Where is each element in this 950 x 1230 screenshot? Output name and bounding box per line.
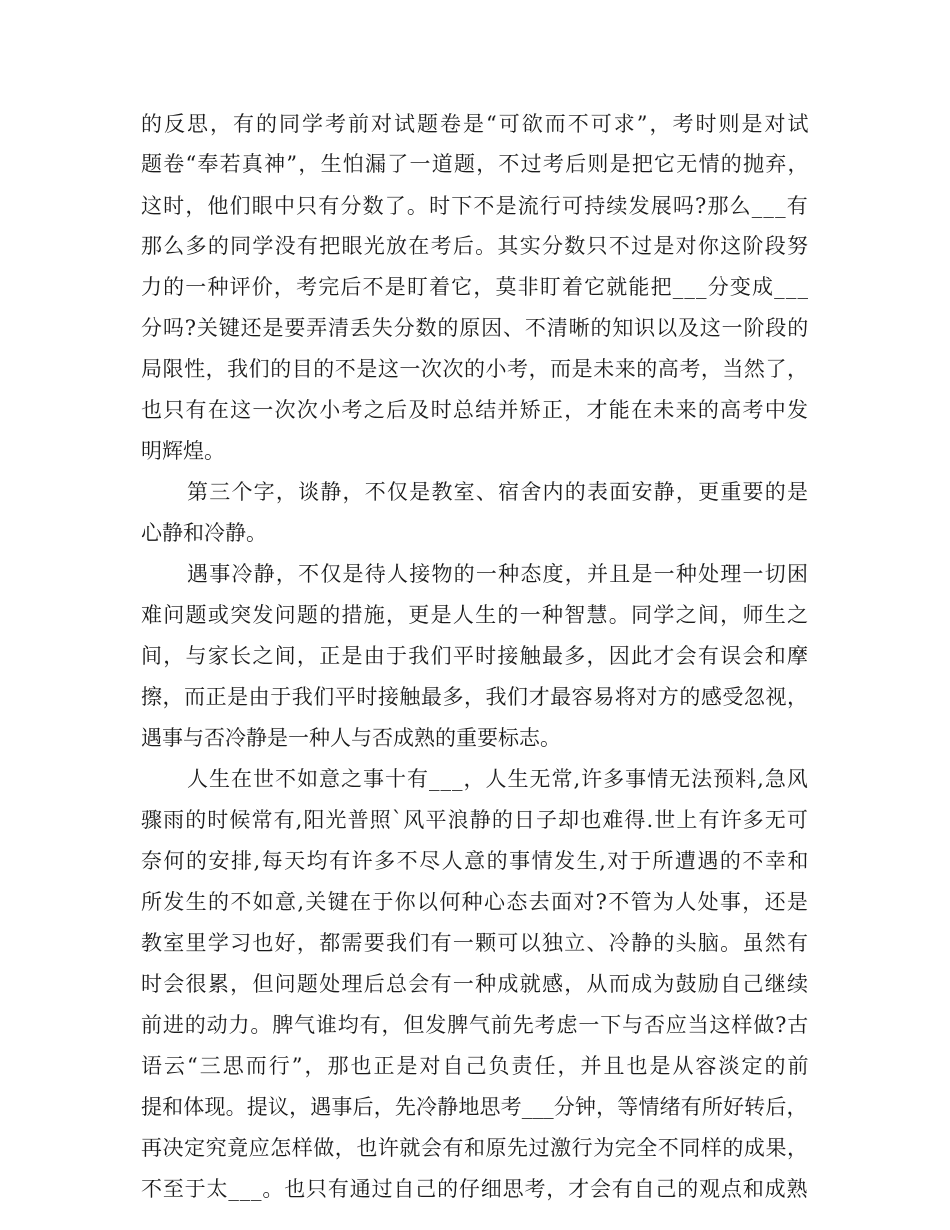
text-line: 分吗?关键还是要弄清丢失分数的原因、不清晰的知识以及这一阶段的	[141, 316, 810, 340]
text-line: 明辉煌。	[141, 439, 225, 463]
text-line: 再决定究竟应怎样做，也许就会有和原先过激行为完全不同样的成果，	[141, 1136, 809, 1160]
text-line: 间，与家长之间，正是由于我们平时接触最多，因此才会有误会和摩	[141, 644, 810, 668]
text-line: 力的一种评价，考完后不是盯着它，莫非盯着它就能把___分变成___	[141, 275, 810, 299]
text-line: 难问题或突发问题的措施，更是人生的一种智慧。同学之间，师生之	[141, 603, 810, 627]
text-line: 前进的动力。脾气谁均有，但发脾气前先考虑一下与否应当这样做?古	[141, 1013, 810, 1037]
text-line: 骤雨的时候常有,阳光普照`风平浪静的日子却也难得.世上有许多无可	[141, 808, 809, 832]
text-line: 的反思，有的同学考前对试题卷是“可欲而不可求”，考时则是对试	[141, 112, 811, 136]
text-line: 局限性，我们的目的不是这一次次的小考，而是未来的高考，当然了，	[141, 357, 809, 381]
text-line: 教室里学习也好，都需要我们有一颗可以独立、冷静的头脑。虽然有	[141, 931, 810, 955]
text-line: 这时，他们眼中只有分数了。时下不是流行可持续发展吗?那么___有	[141, 194, 809, 218]
text-line: 提和体现。提议，遇事后，先冷静地思考___分钟，等情绪有所好转后，	[141, 1095, 808, 1119]
text-line: 所发生的不如意,关键在于你以何种心态去面对?不管为人处事，还是	[141, 890, 810, 914]
text-line: 时会很累，但问题处理后总会有一种成就感，从而成为鼓励自己继续	[141, 972, 810, 996]
text-line: 题卷“奉若真神”，生怕漏了一道题，不过考后则是把它无情的抛弃，	[141, 152, 810, 176]
text-line: 奈何的安排,每天均有许多不尽人意的事情发生,对于所遭遇的不幸和	[141, 849, 810, 873]
text-line: 人生在世不如意之事十有___，人生无常,许多事情无法预料,急风	[187, 767, 809, 791]
text-line: 也只有在这一次次小考之后及时总结并矫正，才能在未来的高考中发	[141, 398, 810, 422]
text-line: 那么多的同学没有把眼光放在考后。其实分数只不过是对你这阶段努	[141, 234, 810, 258]
text-line: 擦，而正是由于我们平时接触最多，我们才最容易将对方的感受忽视，	[141, 685, 809, 709]
text-line: 遇事冷静，不仅是待人接物的一种态度，并且是一种处理一切困	[187, 562, 810, 586]
text-line: 遇事与否冷静是一种人与否成熟的重要标志。	[141, 726, 561, 750]
text-line: 第三个字，谈静，不仅是教室、宿舍内的表面安静，更重要的是	[187, 480, 810, 504]
text-line: 语云“三思而行”，那也正是对自己负责任，并且也是从容淡定的前	[141, 1054, 811, 1078]
text-line: 不至于太___。也只有通过自己的仔细思考，才会有自己的观点和成熟	[141, 1177, 809, 1201]
text-line: 心静和冷静。	[141, 521, 267, 545]
